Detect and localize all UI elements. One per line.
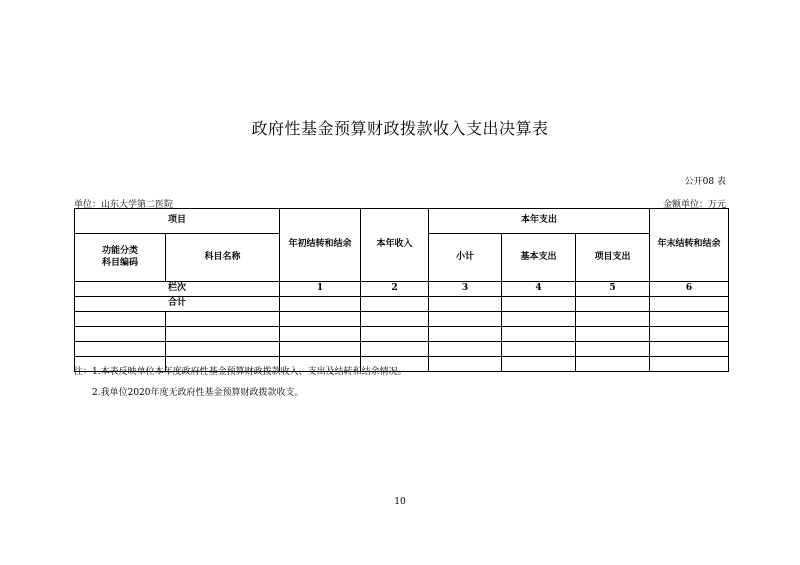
header-subject-name: 科目名称 bbox=[166, 234, 280, 282]
table-cell bbox=[650, 312, 729, 327]
table-cell bbox=[361, 327, 429, 342]
table-cell bbox=[361, 342, 429, 357]
fund-table bbox=[74, 208, 729, 372]
header-function-class: 功能分类 bbox=[101, 246, 138, 257]
column-number-row bbox=[75, 282, 729, 297]
table-row bbox=[75, 312, 729, 327]
page-number: 10 bbox=[394, 497, 406, 507]
table-cell bbox=[502, 357, 576, 372]
table-cell bbox=[576, 297, 650, 312]
table-cell bbox=[429, 357, 502, 372]
table-cell bbox=[650, 297, 729, 312]
col-num-4: 4 bbox=[502, 282, 576, 297]
table-cell bbox=[650, 357, 729, 372]
table-cell bbox=[75, 327, 166, 342]
table-cell bbox=[502, 327, 576, 342]
col-num-1: 1 bbox=[280, 282, 361, 297]
doc-code: 公开08 表 bbox=[684, 177, 726, 187]
page-title: 政府性基金预算财政拨款收入支出决算表 bbox=[251, 119, 549, 138]
col-num-5: 5 bbox=[576, 282, 650, 297]
table-cell bbox=[75, 312, 166, 327]
table-cell bbox=[429, 312, 502, 327]
table-cell bbox=[280, 297, 361, 312]
table-cell bbox=[429, 327, 502, 342]
table-cell bbox=[166, 327, 280, 342]
table-cell bbox=[502, 297, 576, 312]
table-cell bbox=[280, 342, 361, 357]
table-cell bbox=[650, 342, 729, 357]
header-annual-income: 本年收入 bbox=[361, 209, 429, 282]
header-function-code bbox=[75, 234, 166, 282]
header-annual-expense: 本年支出 bbox=[429, 209, 650, 234]
header-project-expense: 项目支出 bbox=[576, 234, 650, 282]
total-label: 合计 bbox=[75, 297, 280, 312]
table-cell bbox=[361, 297, 429, 312]
table-cell bbox=[280, 312, 361, 327]
amount-unit: 金额单位：万元 bbox=[662, 200, 726, 210]
table-cell bbox=[576, 357, 650, 372]
table-row bbox=[75, 342, 729, 357]
col-num-6: 6 bbox=[650, 282, 729, 297]
header-closing-balance: 年末结转和结余 bbox=[650, 209, 729, 282]
table-cell bbox=[576, 327, 650, 342]
table-cell bbox=[361, 312, 429, 327]
notes bbox=[74, 362, 407, 404]
header-project: 项目 bbox=[75, 209, 280, 234]
unit-name: 单位：山东大学第二医院 bbox=[74, 200, 174, 210]
table-cell bbox=[75, 342, 166, 357]
table-cell bbox=[576, 312, 650, 327]
row-label: 栏次 bbox=[75, 282, 280, 297]
col-num-3: 3 bbox=[429, 282, 502, 297]
total-row bbox=[75, 297, 729, 312]
table-cell bbox=[429, 342, 502, 357]
table-cell bbox=[166, 312, 280, 327]
table-cell bbox=[502, 342, 576, 357]
table-cell bbox=[502, 312, 576, 327]
header-subject-code: 科目编码 bbox=[101, 257, 138, 268]
table-cell bbox=[166, 342, 280, 357]
note-line-1: 注：1.本表反映单位本年度政府性基金预算财政拨款收入、支出及结转和结余情况。 bbox=[74, 367, 407, 377]
header-basic-expense: 基本支出 bbox=[502, 234, 576, 282]
table-cell bbox=[650, 327, 729, 342]
table-cell bbox=[280, 327, 361, 342]
table-row bbox=[75, 327, 729, 342]
header-opening-balance: 年初结转和结余 bbox=[280, 209, 361, 282]
note-line-2: 2.我单位2020年度无政府性基金预算财政拨款收支。 bbox=[92, 388, 304, 398]
table-cell bbox=[429, 297, 502, 312]
table-cell bbox=[576, 342, 650, 357]
col-num-2: 2 bbox=[361, 282, 429, 297]
header-subtotal: 小计 bbox=[429, 234, 502, 282]
